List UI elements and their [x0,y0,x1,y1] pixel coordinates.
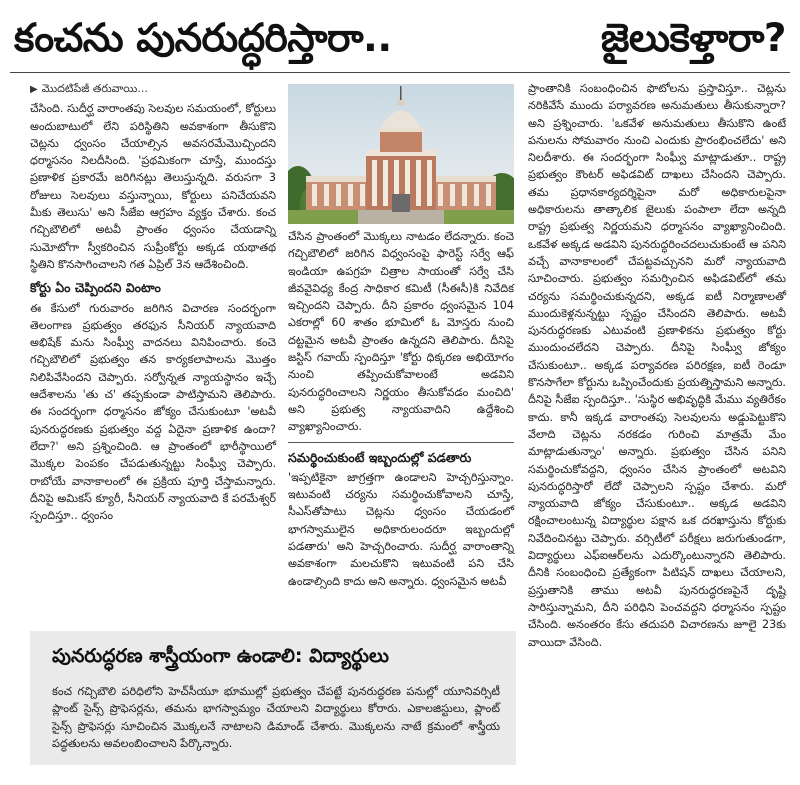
column1-paragraph-2: ఈ కేసులో గురువారం జరిగిన విచారణ సందర్భంగా తెలంగాణ ప్రభుత్వం తరఫున సీనియర్ న్యాయవాది అభిషేక్ మను సింఘ్వీ వాదనలు వినిపించారు. కంచె గచ్చిబౌలిలో ప్రభుత్వం తన కార్యకలాపాలను మొత్తం నిలిపివేసిందని చెప్పారు. సర్వోన్నత న్యాయస్థానం ఇచ్చే ఆదేశాలను 'తు చ' తప్పకుండా పాటిస్తామని తెలిపారు. ఈ సందర్భంగా ధర్మాసనం జోక్యం చేసుకుంటూ 'అటవీ పునరుద్ధరణకు ప్రభుత్వం వద్ద ఏదైనా ప్రణాళిక ఉందా? లేదా?' అని ప్రశ్నించింది. ఆ ప్రాంతంలో భారీస్థాయిలో మొక్కల పెంపకం చేపడుతున్నట్టు సింఘ్వీ చెప్పారు. రాబోయే వానాకాలంలో ఈ ప్రక్రియ పూర్తి చేస్తామన్నారు. దీనిపై అమికస్ క్యూరీ, సీనియర్ న్యాయవాది కే పరమేశ్వర్ స్పందిస్తూ.. ధ్వంసం [30,301,276,523]
headline-rule [10,72,790,73]
students-sidebar-box [30,631,516,765]
headline-left: కంచను పునరుద్ధరిస్తారా.. [14,16,392,61]
headline [0,4,800,68]
column2-subhead: సమర్థించుకుంటే ఇబ్బందుల్లో పడతారు [288,442,514,466]
column3-paragraph-1: ప్రాంతానికి సంబంధించిన ఫొటోలను ప్రస్తావిస్తూ.. చెట్లను నరికివేసే ముందు పర్యావరణ అనుమతులు తీసుకున్నారా? అని ప్రశ్నించారు. 'ఒకవేళ అనుమతులు తీసుకొని ఉంటే పనులను సోమవారం నుంచి ఎందుకు ప్రారంభించలేదు' అని నిలదీశారు. ఈ సందర్భంగా సింఘ్వీ మాట్లాడుతూ.. రాష్ట్ర ప్రభుత్వం కౌంటర్ అఫిడవిట్ దాఖలు చేసిందని చెప్పారు. తమ ప్రధానకార్యదర్శిపైనా మరో అధికారులపైనా అధికారులను తాత్కాలిక జైలుకు పంపాలా లేదా అన్నది రాష్ట్ర ప్రభుత్వ నిర్ణయమని ధర్మాసనం వ్యాఖ్యానించింది. ఒకవేళ అక్కడ అడవిని పునరుద్ధరించదలుచుకుంటే ఆ పనిని వచ్చే వానాకాలంలో చేపట్టవచ్చునని మరో న్యాయవాది సూచించారు. ప్రభుత్వం సమర్పించిన అఫిడవిట్‌లో తమ చర్యను సమర్థించుకున్నదని, అక్కడ ఐటీ నిర్మాణాలతో ముందుకెళ్లనున్నట్టు స్పష్టం చేసిందని తెలిపారు. అటవీ పునరుద్ధరణకు ఎటువంటి ప్రణాళికను ప్రభుత్వం కోర్టు ముందుంచలేదని చెప్పారు. దీనిపై సింఘ్వీ జోక్యం చేసుకుంటూ.. అక్కడ పర్యావరణ పరిరక్షణ, ఐటీ రెండూ కొనసాగేలా కోర్టును ఒప్పించేందుకు ప్రయత్నిస్తామని అన్నారు. దీనిపై సీజేఐ స్పందిస్తూ.. 'సుస్థిర అభివృద్ధికి మేము వ్యతిరేకం కాదు. కానీ ఇక్కడ వారాంతపు సెలవులను అడ్డుపెట్టుకొని వేలాది చెట్లను నరకడం గురించి మాత్రమే మేం మాట్లాడుతున్నాం' అన్నారు. ప్రభుత్వం చేసిన పనిని సమర్థించుకోవద్దని, ధ్వంసం చేసిన ప్రాంతంలో అటవిని పునరుద్ధరిస్తారో లేదో చెప్పాలని స్పష్టం చేశారు. మరో న్యాయవాది జోక్యం చేసుకుంటూ.. అక్కడ అడవిని రక్షించాలంటున్న విద్యార్థుల పక్షాన ఒక దరఖాస్తును కోర్టుకు నివేదించినట్టు చెప్పారు. వర్సిటీలో పరీక్షలు జరుగుతుండగా, విద్యార్థులు ఎఫ్ఐఆర్‌లను ఎదుర్కొంటున్నారని తెలిపారు. దీనికి సంబంధించి ప్రత్యేకంగా పిటిషన్ దాఖలు చేయాలని, ప్రస్తుతానికి తాము అటవీ పునరుద్ధరణపైనే దృష్టి సారిస్తున్నామని, దీని పరిధిని పెంచవద్దని ధర్మాసనం స్పష్టం చేసింది. అనంతరం కేసు తదుపరి విచారణను జూలై 23కు వాయిదా వేసింది. [528,82,786,649]
article-column-1 [30,80,276,524]
article-column-3 [528,80,786,651]
column2-paragraph-2: 'ఇప్పటికైనా జాగ్రత్తగా ఉండాలని హెచ్చరిస్తున్నాం. ఇటువంటి చర్యను సమర్థించుకోవాలని చూస్తే, సీఎస్‌తోపాటు చెట్లను ధ్వంసం చేయడంలో భాగస్వాములైన అధికారులందరూ ఇబ్బందుల్లో పడతారు' అని హెచ్చరించారు. సుదీర్ఘ వారాంతాన్ని అవకాశంగా మలచుకొని ఇటువంటి పని చేసి ఉండాల్సింది కాదు అని అన్నారు. ధ్వంసమైన అటవీ [288,470,514,588]
column1-subhead: కోర్టు ఏం చెప్పిందని వింటాం [30,280,161,296]
supreme-court-photo [288,84,514,224]
supreme-court-building-icon [288,84,514,224]
chevron-right-icon: ▶ [30,84,38,95]
box-title: పునరుద్ధరణ శాస్త్రీయంగా ఉండాలి: విద్యార్థులు [52,645,389,667]
column2-paragraph-1: చేసిన ప్రాంతంలో మొక్కలు నాటడం లేదన్నారు. కంచె గచ్చిబౌలిలో జరిగిన విధ్వంసంపై ఫారెస్ట్ సర్వే ఆఫ్ ఇండియా ఉపగ్రహ చిత్రాల సాయంతో సర్వే చేసి జీవవైవిధ్య కేంద్ర సాధికార కమిటీ (సీఈసీ)కి నివేదిక ఇచ్చిందని చెప్పారు. దీని ప్రకారం ధ్వంసమైన 104 ఎకరాల్లో 60 శాతం భూమిలో ఓ మోస్తరు నుంచి దట్టమైన అటవీ ప్రాంతం ఉన్నదని తెలిపారు. దీనిపై జస్టిస్ గవాయ్ స్పందిస్తూ 'కోర్టు ధిక్కరణ అభియోగం నుంచి తప్పించుకోవాలంటే అడవిని పునరుద్ధరించాలని నిర్ణయం తీసుకోవడం మంచిది' అని ప్రభుత్వ న్యాయవాదిని ఉద్దేశించి వ్యాఖ్యానించారు. [288,230,514,434]
column1-paragraph-1: చేసింది. సుదీర్ఘ వారాంతపు సెలవుల సమయంలో, కోర్టులు అందుబాటులో లేని పరిస్థితిని అవకాశంగా తీసుకొని చెట్లను ధ్వంసం చేయాల్సిన అవసరమేమొచ్చిందని ధర్మాసనం నిలదీసింది. 'ప్రథమికంగా చూస్తే, ముందస్తు ప్రణాళిక ప్రకారమే జరిగినట్లు తెలుస్తున్నది. వరుసగా 3 రోజులు సెలవులు వస్తున్నాయి, కోర్టులు పనిచేయవని మీకు తెలుసు' అని సీజేఐ ఆగ్రహం వ్యక్తం చేశారు. కంచ గచ్చిబౌలిలో అటవీ ప్రాంతం ధ్వంసం చేయడాన్ని సుమోటోగా స్వీకరించిన సుప్రీంకోర్టు అక్కడ యథాతథ స్థితిని కొనసాగించాలని గత ఏప్రిల్ 3న ఆదేశించింది. [30,102,276,271]
continuation-text: మొదటిపేజీ తరువాయి... [41,82,148,95]
headline-right: జైలుకెళ్తారా? [600,16,786,61]
article-column-2 [288,228,514,590]
continuation-note [30,80,276,98]
box-text: కంచ గచ్చిబౌలి పరిధిలోని హెచ్‌సీయూ భూముల్లో ప్రభుత్వం చేపట్టే పునరుద్ధరణ పనుల్లో యూనివర్సిటీ ప్లాంట్ సైన్స్ ప్రొఫెసర్లను, తమను భాగస్వామ్యం చేయాలని విద్యార్థులు కోరారు. ఎకాలజిస్టులు, ప్లాంట్ సైన్స్ ప్రొఫెసర్లు సూచించిన మొక్కలనే నాటాలని డిమాండ్ చేశారు. మొక్కలను నాటే క్రమంలో శాస్త్రీయ పద్ధతులను అవలంబించాలని పేర్కొన్నారు. [52,685,500,751]
